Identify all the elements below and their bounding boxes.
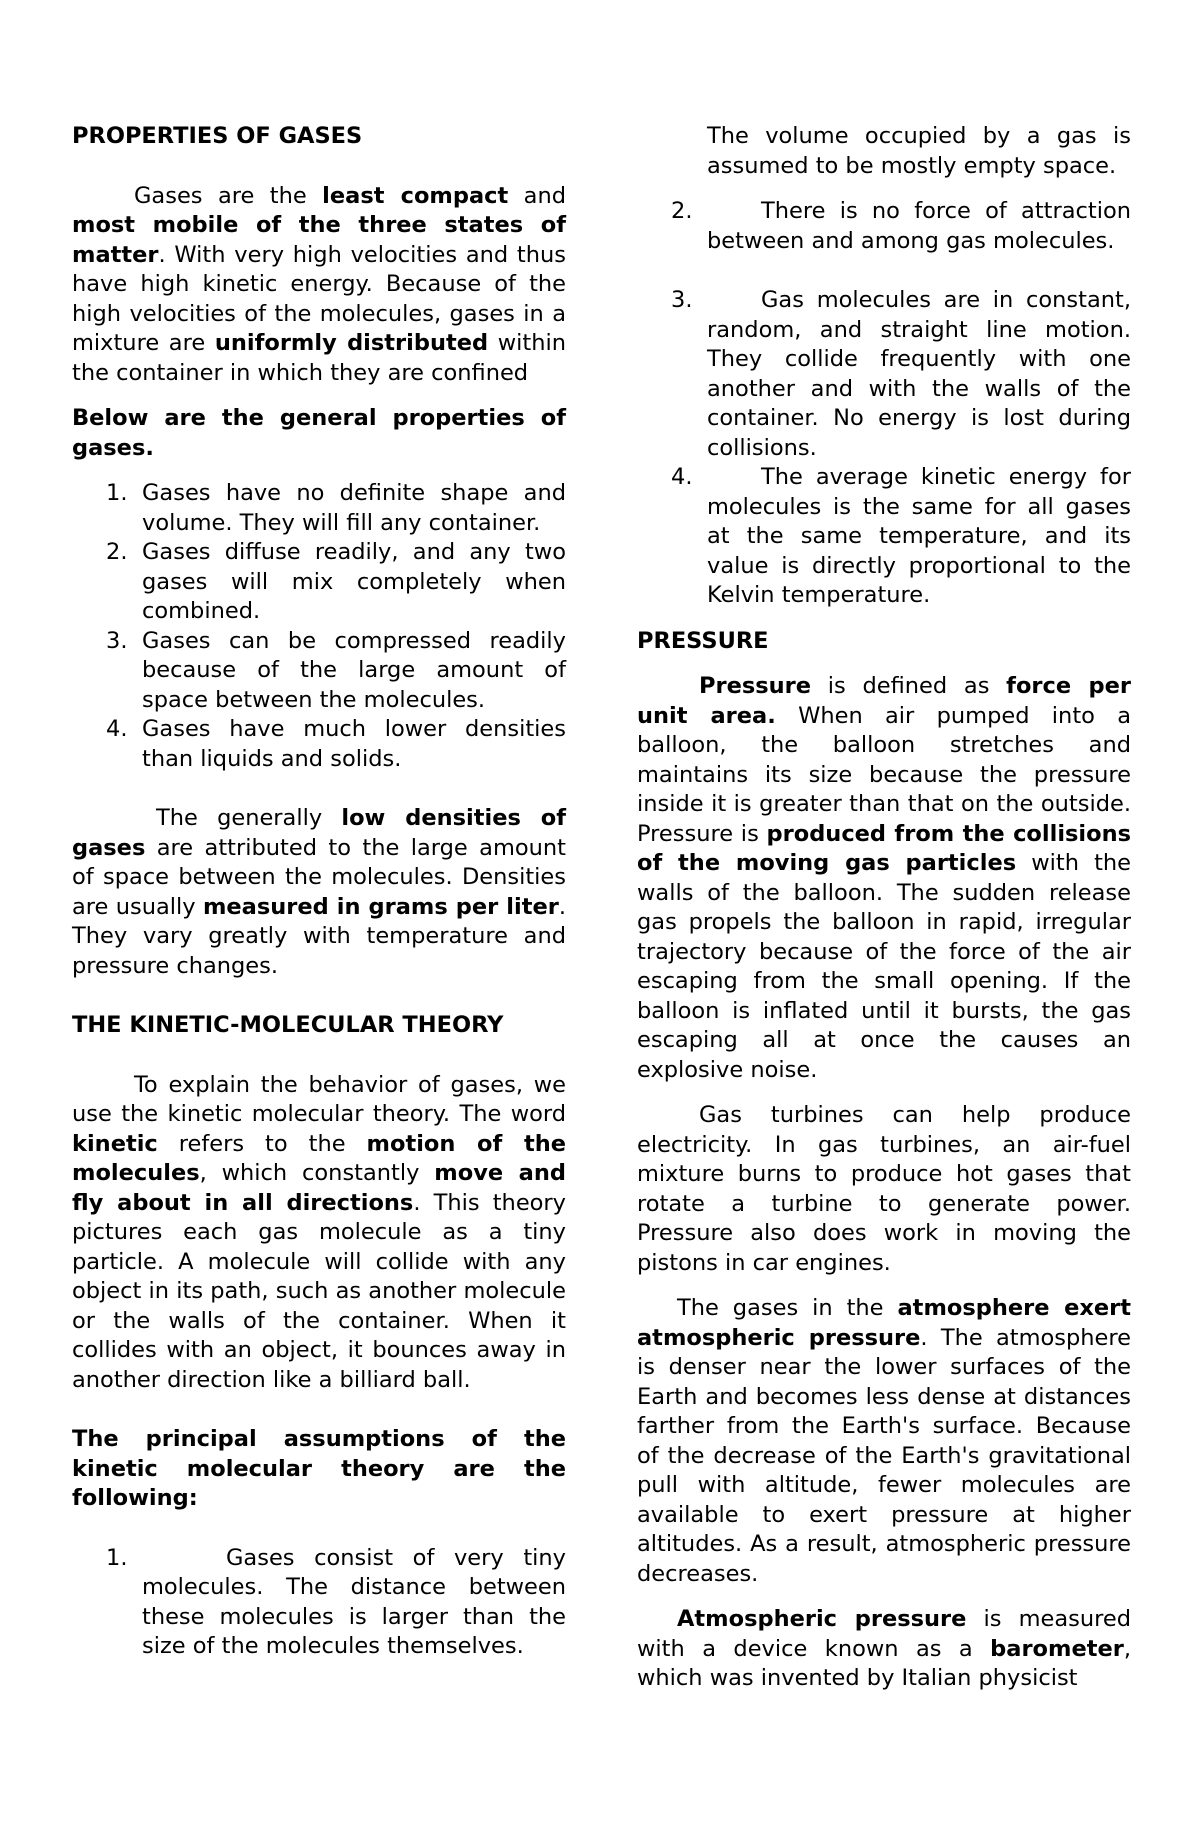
list-item: 1. Gases have no definite shape and volume. They will fill any container. <box>106 480 566 536</box>
list-item: 2. There is no force of attraction between and among gas molecules. <box>671 198 1131 254</box>
list-item: 3. Gas molecules are in constant, random, and straight line motion. They collide frequently with one another and with the walls of the container. No energy is lost during collisions. <box>671 287 1131 461</box>
list-item: 3. Gases can be compressed readily because of the large amount of space between the molecules. <box>106 627 566 713</box>
atmosphere-paragraph: The gases in the atmosphere exert atmospheric pressure. The atmosphere is denser near the lower surfaces of the Earth and becomes less dense at distances farther from the Earth's surface. Because of the decrease of the Earth's gravitational pull with altitude, fewer molecules are available to exert pressure at higher altitudes. As a result, atmospheric pressure decreases. <box>637 1295 1132 1587</box>
section-title-kmt: THE KINETIC-MOLECULAR THEORY <box>72 1012 504 1038</box>
properties-list <box>72 479 566 774</box>
pressure-definition-paragraph: Pressure is defined as force per unit area. When air pumped into a balloon, the balloon stretches and maintains its size because the pressure inside it is greater than that on the outside. Pressure is produced from the collisions of the moving gas particles with the walls of the balloon. The sudden release gas propels the balloon in rapid, irregular trajectory because of the force of the air escaping from the small opening. If the balloon is inflated until it bursts, the gas escaping all at once the causes an explosive noise. <box>637 673 1132 1083</box>
section-title-pressure: PRESSURE <box>637 627 769 654</box>
section-title-properties: PROPERTIES OF GASES <box>72 123 363 149</box>
barometer-paragraph: Atmospheric pressure is measured with a device known as a barometer, which was invented by Italian physicist <box>637 1606 1131 1691</box>
list-item: 1. Gases consist of very tiny molecules. The distance between these molecules is larger than the size of the molecules themselves. <box>106 1544 566 1659</box>
list-item: 4. The average kinetic energy for molecules is the same for all gases at the same temperature, and its value is directly proportional to the Kelvin temperature. <box>671 464 1131 608</box>
assumptions-heading: The principal assumptions of the kinetic molecular theory are the following: <box>72 1426 566 1511</box>
assumptions-list-continued <box>637 197 1131 611</box>
list-item: 4. Gases have much lower densities than liquids and solids. <box>106 716 566 772</box>
right-column <box>637 122 1131 1694</box>
general-properties-heading: Below are the general properties of gases. <box>72 405 566 461</box>
kmt-intro-paragraph: To explain the behavior of gases, we use the kinetic molecular theory. The word kinetic refers to the motion of the molecules, which constantly move and fly about in all directions. This theory pictures each gas molecule as a tiny particle. A molecule will collide with any object in its path, such as another molecule or the walls of the container. When it collides with an object, it bounces away in another direction like a billiard ball. <box>72 1071 566 1393</box>
turbines-paragraph: Gas turbines can help produce electricity. In gas turbines, an air-fuel mixture burns to produce hot gases that rotate a turbine to generate power. Pressure also does work in moving the pistons in car engines. <box>637 1102 1131 1276</box>
left-column <box>72 122 566 1662</box>
assumption-1-continued: The volume occupied by a gas is assumed to be mostly empty space. <box>707 123 1131 179</box>
intro-paragraph: Gases are the least compact and most mobile of the three states of matter. With very high velocities and thus have high kinetic energy. Because of the high velocities of the molecules, gases in a mixture are uniformly distributed within the container in which they are confined <box>72 182 567 386</box>
list-item: 2. Gases diffuse readily, and any two gases will mix completely when combined. <box>106 539 566 624</box>
density-paragraph: The generally low densities of gases are attributed to the large amount of space between the molecules. Densities are usually measured in grams per liter. They vary greatly with temperature and pressure changes. <box>72 805 567 979</box>
assumptions-list-start <box>72 1544 566 1662</box>
